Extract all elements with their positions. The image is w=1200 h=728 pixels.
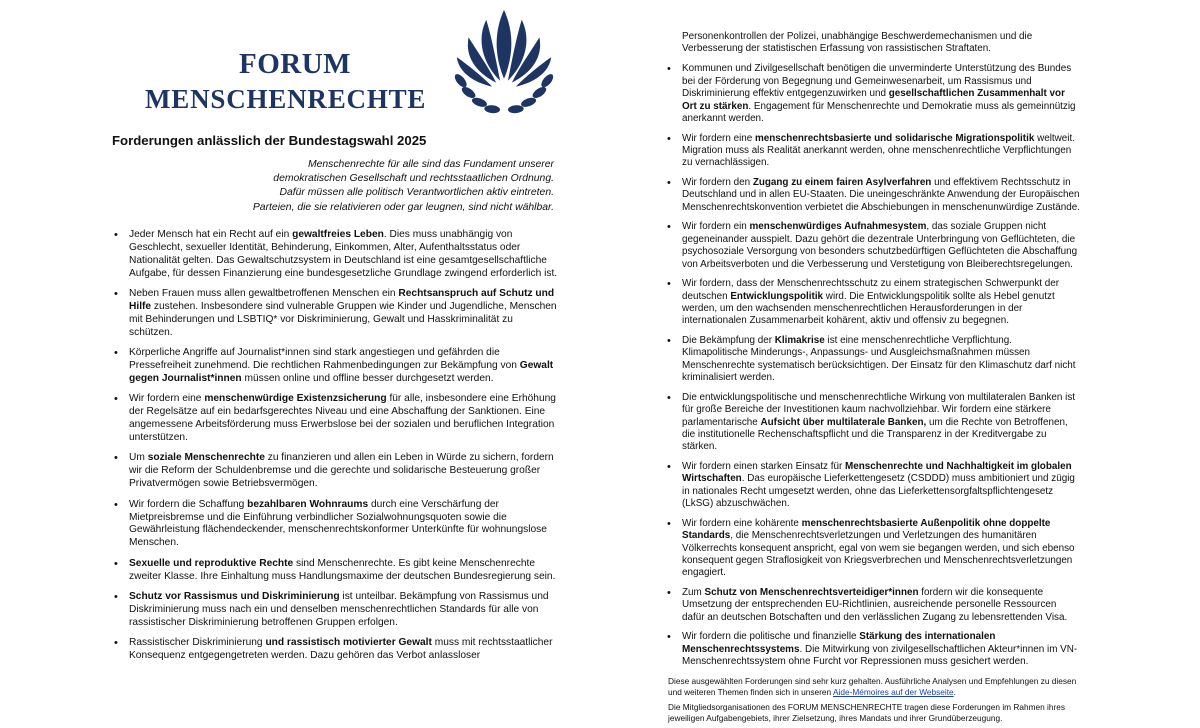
right-demands-list <box>665 63 1080 668</box>
demand-item: • Wir fordern eine menschenwürdige Existenzsicherung für alle, insbesondere eine Erhöhung der Regelsätze auf ein bedarfsgerechtes Niveau und eine Abschaffung der Sanktionen. Eine angemessene Arbeitsförderung muss Erwerbslose bei der sozialen und beruflichen Integration unterstützen. <box>112 393 558 445</box>
logo-line-forum: FORUM <box>239 48 352 80</box>
demand-item: • Um soziale Menschenrechte zu finanzieren und allen ein Leben in Würde zu sichern, fordern wir die Reform der Schuldenbremse und die gerechte und solidarische Besteuerung großer Privatvermögen sowie Betriebsvermögen. <box>112 452 558 491</box>
continued-text: Personenkontrollen der Polizei, unabhängige Beschwerdemechanismen und die Verbesserung der statistischen Erfassung von rassistischen Straftaten. <box>682 31 1033 55</box>
footnote-summary: Diese ausgewählten Forderungen sind sehr kurz gehalten. Ausführliche Analysen und Empfehlungen zu diesen und weiteren Themen finden sich in unseren Aide-Mémoires auf der Webseite. <box>668 675 1077 697</box>
logo-line-menschenrechte: MENSCHENRECHTE <box>145 84 427 114</box>
demand-item: • Schutz vor Rassismus und Diskriminierung ist unteilbar. Bekämpfung von Rassismus und Diskriminierung muss nach ein und denselben menschenrechtlichen Standards für alle von rassistischer Diskriminierung betroffenen Gruppen erfolgen. <box>112 591 558 630</box>
demand-item: • Neben Frauen muss allen gewaltbetroffenen Menschen ein Rechtsanspruch auf Schutz und Hilfe zustehen. Insbesondere sind vulnerable Gruppen wie Kinder und Jugendliche, Menschen mit Behinderungen und LSBTIQ* vor Diskriminierung, Gewalt und Hasskriminalität zu schützen. <box>112 288 558 340</box>
demand-item: • Die Bekämpfung der Klimakrise ist eine menschenrechtliche Verpflichtung. Klimapolitische Minderungs-, Anpassungs- und Ausgleichsmaßnahmen müssen Menschenrechte systematisch berücksichtigen. Der Einsatz für den Klimaschutz darf nicht kriminalisiert werden. <box>665 335 1080 385</box>
demand-item: • Wir fordern den Zugang zu einem fairen Asylverfahren und effektivem Rechtsschutz in Deutschland und in allen EU-Staaten. Die uneingeschränkte Anwendung der Europäischen Menschenrechtskonvention verbietet die Abschiebungen in menschenunwürdige Zustände. <box>665 177 1080 214</box>
demand-item: • Körperliche Angriffe auf Journalist*innen sind stark angestiegen und gefährden die Pressefreiheit zunehmend. Die rechtlichen Rahmenbedingungen zur Bekämpfung von Gewalt gegen Journalist*innen müssen online und offline besser durchgesetzt werden. <box>112 347 558 386</box>
aide-memoires-link[interactable]: Aide-Mémoires auf der Webseite <box>832 686 954 697</box>
demand-item: • Jeder Mensch hat ein Recht auf ein gewaltfreies Leben. Dies muss unabhängig von Geschlecht, sexueller Identität, Behinderung, Einkommen, Alter, Aufenthaltsstatus oder Nationalität gelten. Das Gewaltschutzsystem in Deutschland ist eine gesamtgesellschaftliche Aufgabe, für dessen Finanzierung eine bundesgesetzliche Grundlage zwingend erforderlich ist. <box>112 229 558 281</box>
demand-item: • Rassistischer Diskriminierung und rassistisch motivierter Gewalt muss mit rechtsstaatlicher Konsequenz entgegengetreten werden. Dazu gehören das Verbot anlassloser <box>112 637 558 663</box>
demand-item: • Wir fordern, dass der Menschenrechtsschutz zu einem strategischen Schwerpunkt der deutschen Entwicklungspolitik wird. Die Entwicklungspolitik sollte als Hebel genutzt werden, um den wachsenden menschenrechtlichen Herausforderungen in der internationalen Zusammenarbeit kohärent, aktiv und offensiv zu begegnen. <box>665 278 1080 328</box>
demand-item: • Zum Schutz von Menschenrechtsverteidiger*innen fordern wir die konsequente Umsetzung der entsprechenden EU-Richtlinien, ausreichende personelle Ressourcen dafür an deutschen Botschaften und den verlässlichen Zugang zu lebensrettenden Visa. <box>665 587 1080 624</box>
intro-line: demokratischen Gesellschaft und rechtsstaatlichen Ordnung. <box>273 173 554 185</box>
demand-item: • Kommunen und Zivilgesellschaft benötigen die unverminderte Unterstützung des Bundes bei der Förderung von Begegnung und Gemeinwesenarbeit, um Rassismus und Diskriminierung effektiv entgegenzuwirken und gesellschaftlichen Zusammenhalt vor Ort zu stärken. Engagement für Menschenrechte und Demokratie muss als gemeinnützig anerkannt werden. <box>665 63 1080 125</box>
demand-item: • Die entwicklungspolitische und menschenrechtliche Wirkung von multilateralen Banken ist für große Bereiche der Investitionen kaum nachvollziehbar. Wir fordern eine stärkere parlamentarische Aufsicht über multilaterale Banken, um die Rechte von Betroffenen, die institutionelle Rechenschaftspflicht und die Transparenz in der Kreditvergabe zu stärken. <box>665 392 1080 454</box>
demand-item: • Wir fordern eine menschenrechtsbasierte und solidarische Migrationspolitik weltweit. Migration muss als Realität anerkannt werden, ohne menschenrechtliche Verpflichtungen zu vernachlässigen. <box>665 133 1080 170</box>
footnote-members: Die Mitgliedsorganisationen des FORUM MENSCHENRECHTE tragen diese Forderungen im Rahmen ihres jeweiligen Aufgabengebiets, ihrer Zielsetzung, ihres Mandats und ihrer Grundüberzeugung. <box>668 701 1066 723</box>
forum-menschenrechte-logo <box>145 4 565 122</box>
demand-item: • Wir fordern eine kohärente menschenrechtsbasierte Außenpolitik ohne doppelte Standards, die Menschenrechtsverletzungen und Verletzungen des humanitären Völkerrechts konsequent anspricht, egal von wem sie begangen werden, und sich ebenso konsequent gegen Straflosigkeit von Kriegsverbrechen und Menschenrechtsverletzungen engagiert. <box>665 518 1080 580</box>
right-column <box>665 31 1080 728</box>
intro-line: Dafür müssen alle politisch Verantwortlichen aktiv eintreten. <box>279 187 554 199</box>
demand-item: • Wir fordern einen starken Einsatz für Menschenrechte und Nachhaltigkeit im globalen Wirtschaften. Das europäische Lieferkettengesetz (CSDDD) muss ambitioniert und zügig in nationales Recht umgesetzt werden, ohne das Lieferkettensorgfaltspflichtengesetz (LkSG) abzuschwächen. <box>665 461 1080 511</box>
demand-item: • Wir fordern die Schaffung bezahlbaren Wohnraums durch eine Verschärfung der Mietpreisbremse und die Einführung verbindlicher Sozialwohnungsquoten sowie die Gewährleistung flächendeckender, menschenrechtskonformer Unterkünfte für wohnungslose Menschen. <box>112 499 558 551</box>
intro-line: Parteien, die sie relativieren oder gar leugnen, sind nicht wählbar. <box>252 201 554 213</box>
document-title: Forderungen anlässlich der Bundestagswahl 2025 <box>112 133 427 148</box>
demand-item: • Sexuelle und reproduktive Rechte sind Menschenrechte. Es gibt keine Menschenrechte zweiter Klasse. Ihre Einhaltung muss Handlungsmaxime der deutschen Bundesregierung sein. <box>112 558 558 584</box>
demand-item: • Wir fordern ein menschenwürdiges Aufnahmesystem, das soziale Gruppen nicht gegeneinander ausspielt. Dazu gehört die dezentrale Unterbringung von Geflüchteten, die psychosoziale Versorgung von besonders schutzbedürftigen Geflüchteten die Abschaffung von Arbeitsverboten und die Verbesserung und Verstetigung von Bleiberechtsregelungen. <box>665 221 1080 271</box>
intro-line: Menschenrechte für alle sind das Fundament unserer <box>307 159 554 170</box>
left-column <box>112 132 558 671</box>
flame-laurel-emblem-icon <box>445 4 563 122</box>
intro-statement <box>112 158 558 215</box>
left-demands-list <box>112 229 558 663</box>
demand-item: • Wir fordern die politische und finanzielle Stärkung des internationalen Menschenrechtssystems. Die Mitwirkung von zivilgesellschaftlichen Akteur*innen im VN-Menschenrechtssystem ohne Furcht vor Repressionen muss gesichert werden. <box>665 631 1080 668</box>
